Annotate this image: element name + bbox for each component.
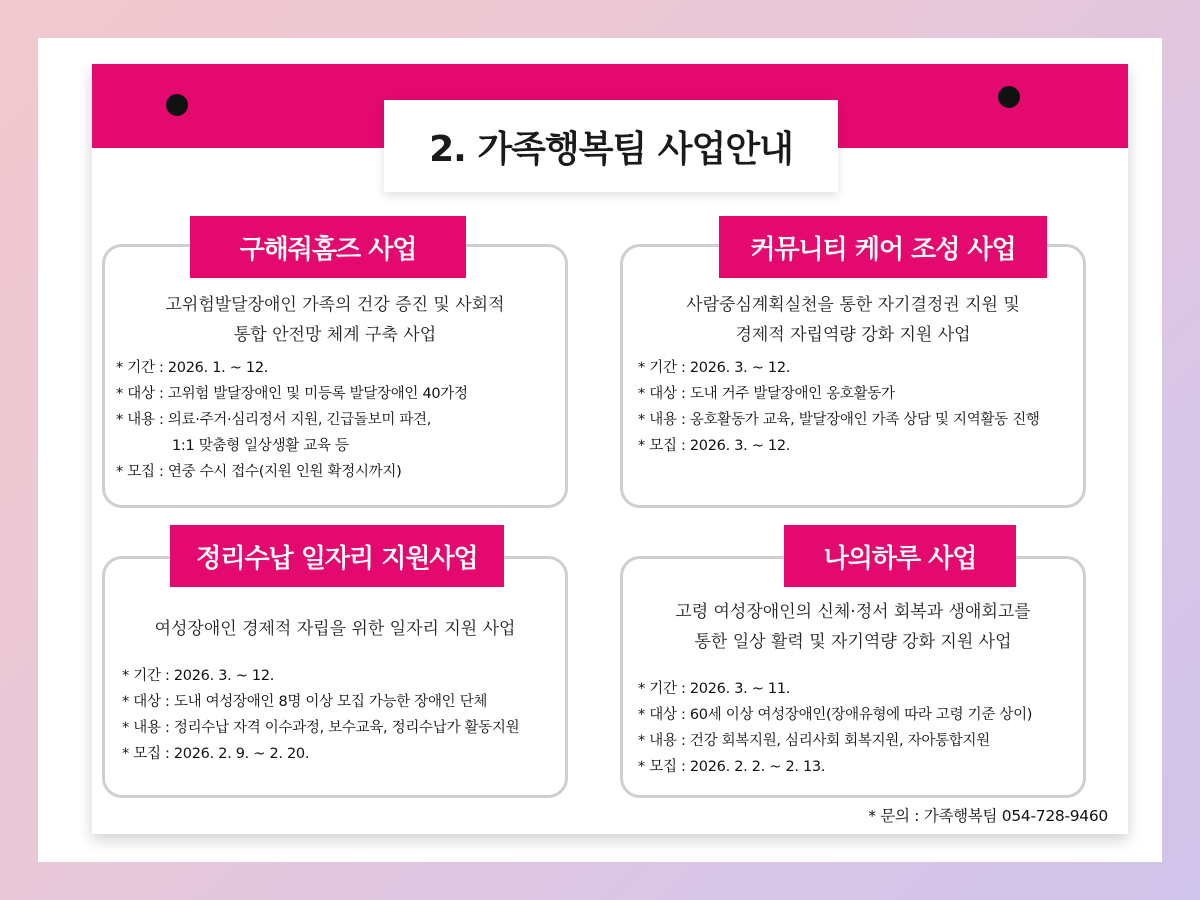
- program-title-tag: 나의하루 사업: [784, 525, 1016, 587]
- detail-target: * 대상 : 도내 거주 발달장애인 옹호활동가: [638, 386, 895, 402]
- detail-period: * 기간 : 2026. 3. ~ 11.: [638, 681, 791, 697]
- program-description: [622, 290, 1084, 350]
- detail-period: * 기간 : 2026. 3. ~ 12.: [638, 360, 791, 376]
- detail-recruit: * 모집 : 2026. 2. 9. ~ 2. 20.: [122, 746, 310, 762]
- description-line: 고령 여성장애인의 신체·정서 회복과 생애회고를: [675, 602, 1031, 622]
- description-line: 고위험발달장애인 가족의 건강 증진 및 사회적: [165, 295, 505, 315]
- program-description: [104, 290, 566, 350]
- program-title-tag: 커뮤니티 케어 조성 사업: [719, 216, 1047, 278]
- detail-content-continued: 1:1 맞춤형 일상생활 교육 등: [172, 438, 349, 454]
- program-details: [116, 355, 468, 485]
- detail-recruit: * 모집 : 2026. 2. 2. ~ 2. 13.: [638, 759, 826, 775]
- description-line: 사람중심계획실천을 통한 자기결정권 지원 및: [686, 295, 1020, 315]
- program-description: [104, 614, 566, 644]
- binder-hole-left: [166, 94, 188, 116]
- program-title-tag: 구해줘홈즈 사업: [190, 216, 466, 278]
- detail-recruit: * 모집 : 연중 수시 접수(지원 인원 확정시까지): [116, 464, 402, 480]
- program-description: [622, 597, 1084, 657]
- program-details: [122, 663, 519, 767]
- binder-hole-right: [998, 86, 1020, 108]
- detail-content: * 내용 : 의료·주거·심리정서 지원, 긴급돌보미 파견,: [116, 412, 432, 428]
- detail-target: * 대상 : 60세 이상 여성장애인(장애유형에 따라 고령 기준 상이): [638, 707, 1033, 723]
- detail-target: * 대상 : 고위험 발달장애인 및 미등록 발달장애인 40가정: [116, 386, 468, 402]
- description-line: 여성장애인 경제적 자립을 위한 일자리 지원 사업: [154, 619, 516, 639]
- program-title-tag: 정리수납 일자리 지원사업: [170, 525, 504, 587]
- detail-content: * 내용 : 건강 회복지원, 심리사회 회복지원, 자아통합지원: [638, 733, 990, 749]
- description-line: 통합 안전망 체계 구축 사업: [233, 325, 437, 345]
- detail-period: * 기간 : 2026. 1. ~ 12.: [116, 360, 269, 376]
- detail-recruit: * 모집 : 2026. 3. ~ 12.: [638, 438, 791, 454]
- detail-period: * 기간 : 2026. 3. ~ 12.: [122, 668, 275, 684]
- contact-info: * 문의 : 가족행복팀 054-728-9460: [868, 807, 1108, 825]
- description-line: 통한 일상 활력 및 자기역량 강화 지원 사업: [694, 632, 1012, 652]
- detail-content: * 내용 : 옹호활동가 교육, 발달장애인 가족 상담 및 지역활동 진행: [638, 412, 1040, 428]
- page-title-box: [384, 100, 838, 192]
- program-details: [638, 676, 1032, 780]
- program-details: [638, 355, 1040, 459]
- page-title: 2. 가족행복팀 사업안내: [429, 128, 793, 170]
- description-line: 경제적 자립역량 강화 지원 사업: [735, 325, 971, 345]
- detail-target: * 대상 : 도내 여성장애인 8명 이상 모집 가능한 장애인 단체: [122, 694, 488, 710]
- detail-content: * 내용 : 정리수납 자격 이수과정, 보수교육, 정리수납가 활동지원: [122, 720, 520, 736]
